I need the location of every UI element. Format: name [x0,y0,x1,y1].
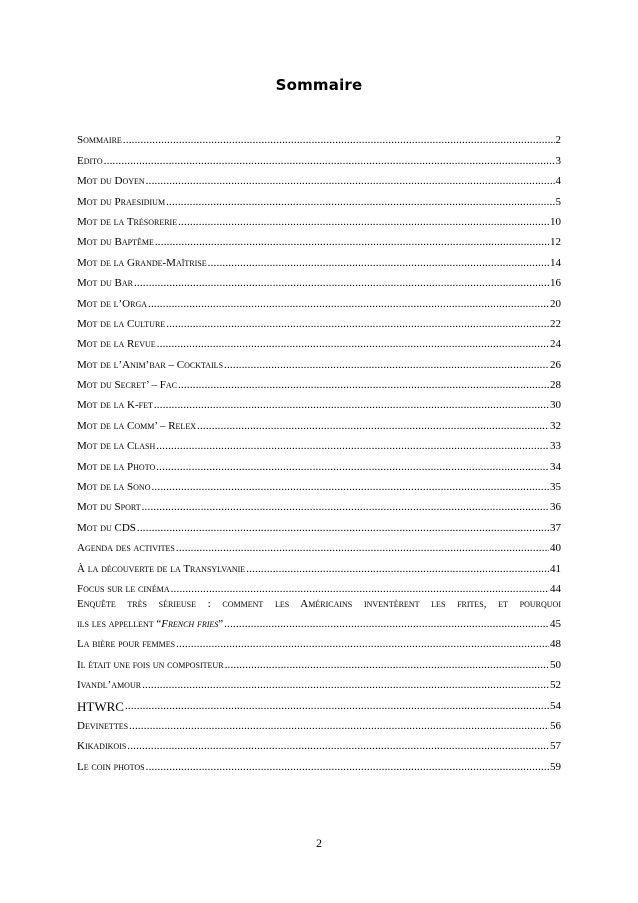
toc-entry-label-line1: Enquête très sérieuse : comment les Américains inventèrent les frites, et pourquoi [77,597,561,610]
toc-entry-animbar[interactable] [77,351,561,371]
toc-entry-label: Mot de la Grande-Maîtrise [77,256,207,269]
toc-entry-page: 5 [555,195,561,208]
toc-entry-page: 34 [550,460,561,473]
toc-entry-praesidium[interactable] [77,188,561,208]
table-of-contents [77,127,561,774]
toc-entry-page: 14 [550,256,561,269]
toc-entry-edito[interactable] [77,147,561,167]
toc-entry-page: 32 [550,419,561,432]
toc-entry-grande-maitrise[interactable] [77,249,561,269]
toc-entry-label: Mot de la Culture [77,317,166,330]
toc-entry-label: Mot du Sport [77,501,141,514]
toc-entry-cinema[interactable] [77,576,561,596]
toc-entry-page: 36 [550,501,561,514]
toc-entry-kfet[interactable] [77,392,561,412]
toc-entry-comm-relex[interactable] [77,412,561,432]
toc-entry-label: Mot de la Clash [77,440,156,453]
toc-entry-htwrc[interactable] [77,692,561,712]
toc-entry-cds[interactable] [77,514,561,534]
toc-leader-dots [224,359,549,372]
toc-entry-photo[interactable] [77,453,561,473]
toc-leader-dots [157,338,549,351]
toc-entry-page: 30 [550,399,561,412]
toc-leader-dots [246,563,549,576]
toc-leader-dots [178,379,549,392]
toc-leader-dots [208,257,549,270]
toc-entry-tresorerie[interactable] [77,209,561,229]
toc-entry-label: Mot de la Sono [77,481,151,494]
toc-entry-label: Focus sur le cinéma [77,582,170,595]
toc-leader-dots [176,638,549,651]
toc-entry-page: 20 [550,297,561,310]
toc-entry-label: Mot du Secret’ – Fac [77,379,178,392]
toc-entry-page: 44 [550,582,561,595]
toc-leader-dots [166,318,549,331]
toc-entry-page: 28 [550,379,561,392]
toc-entry-clash[interactable] [77,433,561,453]
toc-leader-dots [151,481,549,494]
toc-entry-ivandlamour[interactable] [77,672,561,692]
toc-leader-dots [146,761,549,774]
toc-entry-label: Edito [77,154,103,167]
toc-entry-bapteme[interactable] [77,229,561,249]
toc-entry-label: Devinettes [77,719,129,732]
toc-entry-secret-fac[interactable] [77,372,561,392]
toc-entry-biere[interactable] [77,631,561,651]
toc-entry-label: HTWRC [77,698,124,714]
toc-entry-devinettes[interactable] [77,713,561,733]
toc-entry-label: Kikadikois [77,740,127,753]
toc-entry-page: 4 [555,175,561,188]
toc-leader-dots [156,461,549,474]
toc-leader-dots [129,720,549,733]
toc-entry-label: Mot de la Trésorerie [77,215,178,228]
toc-entry-transylvanie[interactable] [77,555,561,575]
toc-entry-bar[interactable] [77,270,561,290]
toc-leader-dots [166,196,554,209]
toc-entry-label-italic: French fries [161,617,219,630]
toc-entry-orga[interactable] [77,290,561,310]
toc-entry-label: Sommaire [77,134,122,147]
toc-entry-label: Ivandl’amour [77,679,142,692]
toc-entry-label: Mot du Doyen [77,175,145,188]
page-number: 2 [316,836,322,850]
toc-entry-label-suffix: ” [218,617,224,630]
toc-entry-label: Mot de l’Orga [77,297,147,310]
toc-entry-label: Mot de la K-fet [77,399,153,412]
toc-leader-dots [176,542,549,555]
toc-entry-page: 24 [550,338,561,351]
toc-leader-dots [197,420,549,433]
toc-entry-label-prefix: ils les appellent “ [77,617,162,630]
toc-entry-label-line2 [77,614,561,631]
toc-leader-dots [146,175,555,188]
toc-leader-dots [134,277,549,290]
toc-entry-label: Mot du Praesidium [77,195,166,208]
toc-leader-dots [148,298,549,311]
toc-entry-page: 16 [550,277,561,290]
toc-leader-dots [142,679,549,692]
toc-leader-dots [127,740,549,753]
toc-entry-page: 50 [550,658,561,671]
toc-entry-page: 45 [550,617,561,630]
toc-entry-page: 59 [550,760,561,773]
toc-entry-kikadikois[interactable] [77,733,561,753]
toc-entry-sono[interactable] [77,474,561,494]
toc-entry-agenda[interactable] [77,535,561,555]
toc-entry-doyen[interactable] [77,168,561,188]
toc-entry-page: 40 [550,542,561,555]
toc-leader-dots [156,440,549,453]
toc-entry-label: Mot de la Photo [77,460,156,473]
toc-leader-dots [142,501,549,514]
toc-entry-label: Mot de l’Anim’bar – Cocktails [77,358,224,371]
toc-entry-page: 52 [550,679,561,692]
toc-leader-dots [178,216,549,229]
toc-entry-page: 37 [550,521,561,534]
toc-leader-dots [225,659,549,672]
toc-entry-page: 26 [550,358,561,371]
toc-entry-label: La bière pour femmes [77,638,176,651]
toc-entry-page: 2 [555,134,561,147]
toc-entry-page: 3 [555,154,561,167]
toc-entry-label: Le coin photos [77,760,145,773]
toc-entry-culture[interactable] [77,311,561,331]
toc-leader-dots [224,618,549,631]
toc-entry-page: 12 [550,236,561,249]
toc-leader-dots [104,155,555,168]
toc-entry-page: 35 [550,481,561,494]
toc-entry-label: Mot de la Comm’ – Relex [77,419,196,432]
toc-leader-dots [123,134,555,147]
toc-entry-label: Agenda des activites [77,542,175,555]
toc-entry-label: Mot du CDS [77,521,136,534]
toc-leader-dots [137,522,549,535]
toc-leader-dots [125,700,549,713]
toc-entry-label: Il était une fois un compositeur [77,658,224,671]
toc-leader-dots [171,583,549,596]
toc-entry-page: 33 [550,440,561,453]
toc-entry-label: Mot de la Revue [77,338,156,351]
toc-entry-page: 48 [550,638,561,651]
toc-entry-revue[interactable] [77,331,561,351]
toc-entry-page: 10 [550,215,561,228]
toc-entry-compositeur[interactable] [77,651,561,671]
toc-entry-sommaire[interactable] [77,127,561,147]
toc-entry-page: 54 [550,699,561,712]
toc-entry-page: 57 [550,740,561,753]
toc-entry-enquete[interactable] [77,598,561,631]
toc-entry-coin-photos[interactable] [77,753,561,773]
toc-entry-page: 22 [550,317,561,330]
toc-entry-page: 56 [550,719,561,732]
toc-leader-dots [154,399,549,412]
toc-entry-sport[interactable] [77,494,561,514]
toc-entry-label: À la découverte de la Transylvanie [77,562,246,575]
toc-leader-dots [155,236,549,249]
page-title: Sommaire [275,76,363,94]
toc-entry-page: 41 [550,562,561,575]
toc-entry-label: Mot du Baptême [77,236,154,249]
toc-entry-label: Mot du Bar [77,277,133,290]
